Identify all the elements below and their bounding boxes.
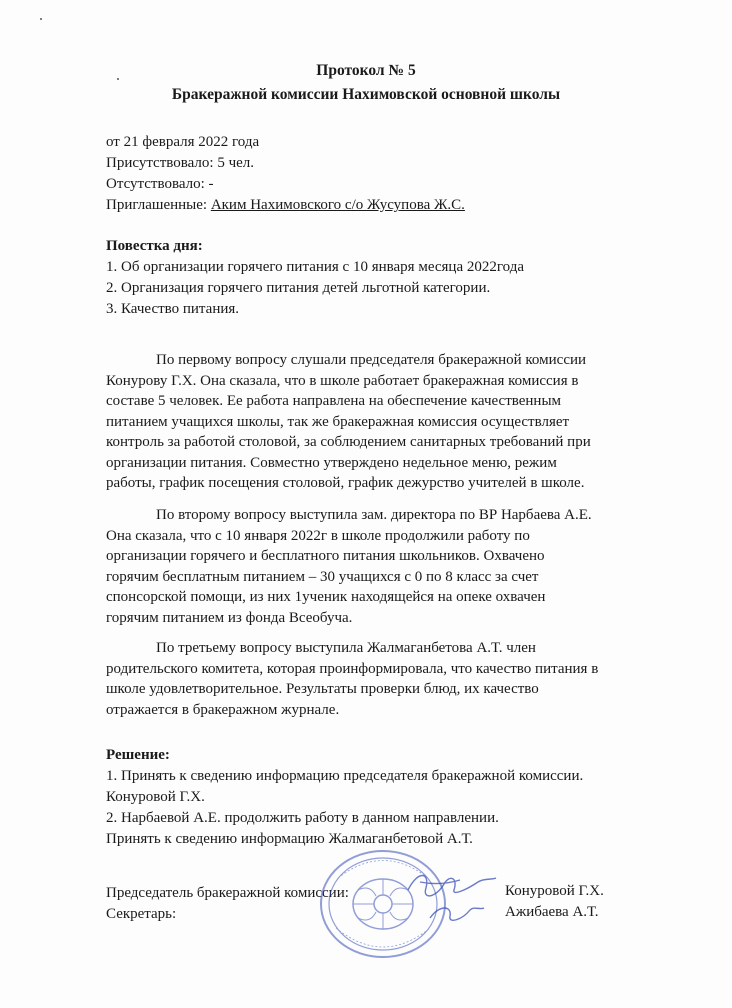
- invited-label: Приглашенные:: [106, 197, 211, 213]
- invited-value: Аким Нахимовского с/о Жусупова Ж.С.: [210, 197, 465, 213]
- agenda-item: 2. Организация горячего питания детей льготной категории.: [106, 280, 491, 296]
- document-title: Протокол № 5: [316, 62, 416, 79]
- agenda-item: 1. Об организации горячего питания с 10 января месяца 2022года: [106, 259, 524, 275]
- paragraph-line: родительского комитета, которая проинформировала, что качество питания в: [106, 660, 599, 677]
- paragraph-second-question: [106, 505, 666, 628]
- chair-name: Конуровой Г.Х.: [505, 883, 604, 899]
- paragraph-first-question: [106, 350, 666, 494]
- paragraph-line: школе удовлетворительное. Результаты проверки блюд, их качество: [106, 681, 539, 697]
- paragraph-line: горячим бесплатным питанием – 30 учащихся с 0 по 8 класс за счет: [106, 568, 539, 585]
- paragraph-line: организации горячего и бесплатного питания школьников. Охвачено: [106, 548, 545, 564]
- chair-label: Председатель бракеражной комиссии:: [106, 885, 349, 901]
- paragraph-line: Она сказала, что с 10 января 2022г в школе продолжили работу по: [106, 527, 530, 544]
- paragraph-line: организации питания. Совместно утверждено недельное меню, режим: [106, 454, 557, 471]
- paragraph-line: составе 5 человек. Ее работа направлена на обеспечение качественным: [106, 393, 562, 409]
- secretary-name: Ажибаева А.Т.: [505, 904, 599, 920]
- scan-speck: [40, 18, 42, 20]
- paragraph-line: По третьему вопросу выступила Жалмаганбетова А.Т. член: [156, 640, 536, 656]
- paragraph-line: работы, график посещения столовой, график дежурство учителей в школе.: [106, 475, 585, 491]
- decision-line: 2. Нарбаевой А.Е. продолжить работу в данном направлении.: [106, 810, 499, 826]
- paragraph-line: питанием учащихся школы, так же бракеражная комиссия осуществляет: [106, 413, 570, 430]
- paragraph-line: По второму вопросу выступила зам. директора по ВР Нарбаева А.Е.: [156, 507, 592, 523]
- agenda-item: 3. Качество питания.: [106, 301, 240, 317]
- decision-title: Решение:: [106, 747, 170, 763]
- decision-line: Принять к сведению информацию Жалмаганбетовой А.Т.: [106, 831, 473, 847]
- handwritten-signature-icon: [400, 860, 500, 930]
- meeting-date: от 21 февраля 2022 года: [106, 134, 260, 150]
- present-count: Присутствовало: 5 чел.: [106, 155, 255, 171]
- paragraph-line: По первому вопросу слушали председателя бракеражной комиссии: [156, 352, 587, 368]
- paragraph-line: Конурову Г.Х. Она сказала, что в школе работает бракеражная комиссия в: [106, 372, 579, 389]
- decision-line: Конуровой Г.Х.: [106, 789, 205, 805]
- paragraph-line: спонсорской помощи, из них 1ученик находящейся на опеке охвачен: [106, 589, 546, 605]
- paragraph-line: горячим питанием из фонда Всеобуча.: [106, 609, 353, 626]
- secretary-label: Секретарь:: [106, 906, 177, 922]
- invited-line: [106, 195, 465, 215]
- paragraph-line: контроль за работой столовой, за соблюдением санитарных требований при: [106, 434, 591, 450]
- paragraph-line: отражается в бракеражном журнале.: [106, 701, 340, 718]
- document-subtitle: Бракеражной комиссии Нахимовской основной школы: [171, 86, 561, 103]
- paragraph-third-question: [106, 638, 666, 720]
- agenda-title: Повестка дня:: [106, 238, 203, 254]
- decision-line: 1. Принять к сведению информацию председателя бракеражной комиссии.: [106, 768, 584, 784]
- absent-count: Отсутствовало: -: [106, 176, 214, 192]
